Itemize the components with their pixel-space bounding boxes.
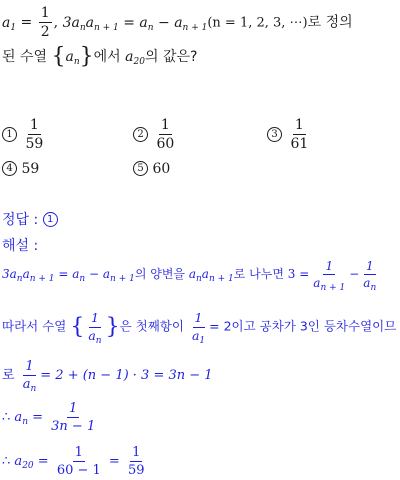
choice-marker-3: 3 [267, 127, 282, 142]
choice-3-fraction: $\frac{1}{61}$ [290, 117, 309, 152]
sequence-notation: $\{a_n\}$ [51, 44, 94, 69]
answer-label: 정답 : [2, 212, 39, 228]
solution-line-3: 로 $\frac{1}{a_n}$ = 2 + (n − 1) · 3 = 3n − 1 [2, 359, 213, 394]
problem-line-2 [2, 46, 197, 68]
solution-line-4: ∴ $a_n$ = $\frac{1}{3n - 1}$ [2, 401, 96, 434]
choice-2-fraction: $\frac{1}{60}$ [156, 117, 175, 152]
solution-line-2: 따라서 수열 { $\frac{1}{a_n}$ }은 첫째항이 $\frac{1}{a_1}$ = 2이고 공차가 3인 등차수열이므 [2, 310, 397, 346]
a1-term: $a_1$ [2, 14, 17, 33]
index-condition: (n = 1, 2, 3, ⋯) [207, 15, 308, 31]
choice-1-fraction: $\frac{1}{59}$ [25, 117, 44, 152]
solution-line-5: ∴ $a_{20}$ = $\frac{1}{60 - 1}$ = $\frac{1}{59}$ [2, 445, 145, 478]
choice-1[interactable] [2, 118, 47, 151]
solution-line-1: $3a_na_{n + 1} = a_n - a_{n + 1}$의 양변을 $a_na_{n + 1}$로 나누면 3 = $\frac{1}{a_{n + 1}}$ − $\frac{1}{a_n}$ [2, 259, 377, 293]
equals-sign: = [16, 14, 37, 31]
problem-text-1: 로 정의 [307, 14, 353, 31]
a20-term: $a_{20}$ [125, 49, 145, 67]
choice-marker-5: 5 [133, 161, 148, 176]
problem-text-2: 된 수열 [2, 49, 48, 65]
choice-marker-1: 1 [2, 127, 17, 142]
choice-5[interactable] [133, 161, 170, 177]
choice-2[interactable] [133, 118, 178, 151]
problem-text-3: 에서 [93, 49, 121, 65]
half-fraction: $\frac{1}{2}$ [40, 5, 50, 40]
choice-4-value: 59 [21, 161, 40, 177]
problem-line-1: $a_1$ = $\frac{1}{2}$ , $3a_na_{n + 1} = a_n - a_{n + 1}(n = 1$, 2, 3, ⋯)로 정의 [2, 5, 353, 40]
choice-4[interactable] [2, 161, 39, 177]
problem-text-4: 의 값은? [144, 49, 198, 65]
choice-marker-4: 4 [2, 161, 17, 176]
recurrence-relation: $3a_na_{n + 1} = a_n - a_{n + 1}$ [62, 14, 208, 33]
solution-label: 해설 : [2, 238, 39, 254]
answer-line [2, 209, 58, 229]
answer-marker: 1 [43, 212, 58, 227]
choice-3[interactable] [267, 118, 312, 151]
choice-5-value: 60 [152, 161, 171, 177]
choice-marker-2: 2 [133, 127, 148, 142]
